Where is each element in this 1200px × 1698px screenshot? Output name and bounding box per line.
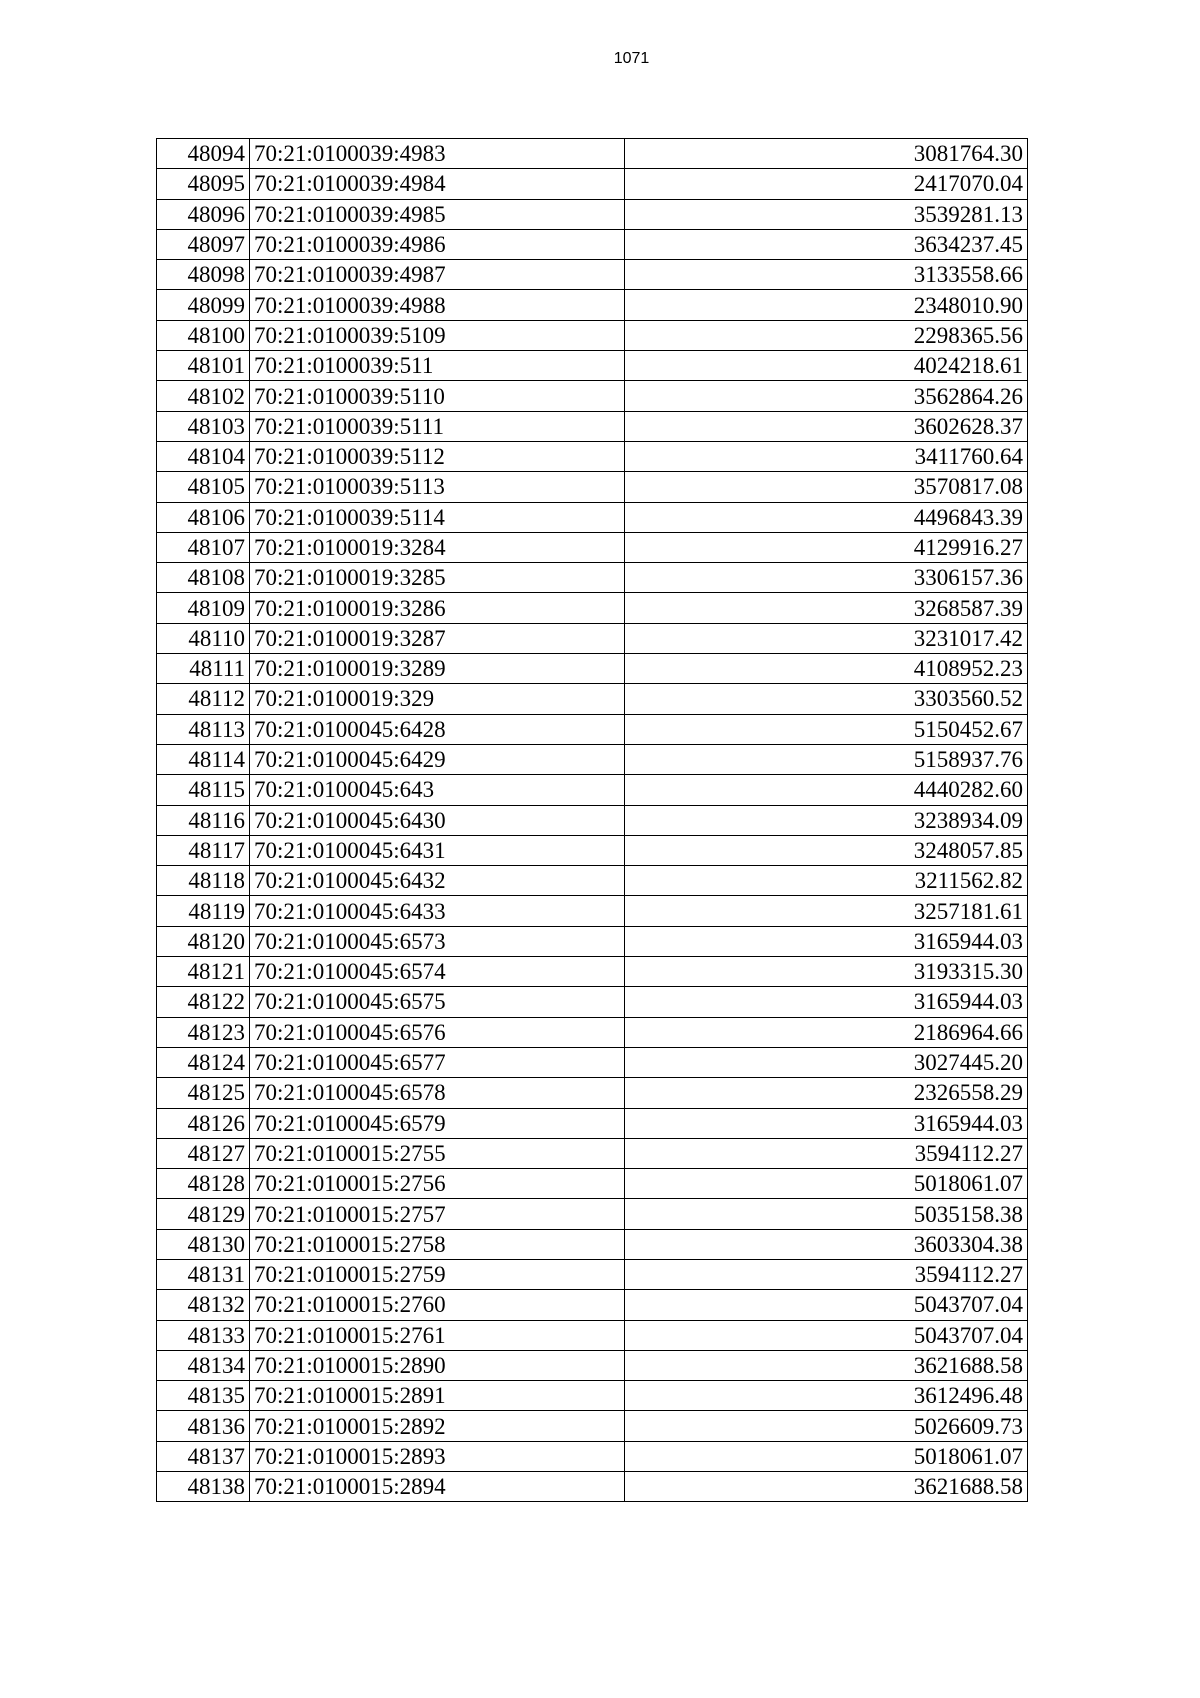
cadastral-number-cell: 70:21:0100015:2894 xyxy=(250,1472,625,1502)
table-row xyxy=(157,199,1028,229)
row-number-cell: 48115 xyxy=(157,775,250,805)
row-number-cell: 48119 xyxy=(157,896,250,926)
row-number-cell: 48111 xyxy=(157,654,250,684)
cadastral-value-cell: 2348010.90 xyxy=(625,290,1028,320)
cadastral-value-cell: 3303560.52 xyxy=(625,684,1028,714)
table-row xyxy=(157,139,1028,169)
page-number: 1071 xyxy=(613,50,650,67)
table-row xyxy=(157,593,1028,623)
row-number-cell: 48097 xyxy=(157,229,250,259)
row-number-cell: 48104 xyxy=(157,441,250,471)
cadastral-value-cell: 2186964.66 xyxy=(625,1017,1028,1047)
cadastral-value-cell: 3562864.26 xyxy=(625,381,1028,411)
table-row xyxy=(157,381,1028,411)
table-row xyxy=(157,502,1028,532)
cadastral-value-cell: 2417070.04 xyxy=(625,169,1028,199)
row-number-cell: 48129 xyxy=(157,1199,250,1229)
cadastral-value-cell: 3612496.48 xyxy=(625,1381,1028,1411)
cadastral-value-cell: 3594112.27 xyxy=(625,1259,1028,1289)
row-number-cell: 48131 xyxy=(157,1259,250,1289)
row-number-cell: 48113 xyxy=(157,714,250,744)
cadastral-number-cell: 70:21:0100039:5114 xyxy=(250,502,625,532)
table-row xyxy=(157,260,1028,290)
row-number-cell: 48099 xyxy=(157,290,250,320)
table-row xyxy=(157,1472,1028,1502)
cadastral-value-cell: 3539281.13 xyxy=(625,199,1028,229)
cadastral-number-cell: 70:21:0100015:2892 xyxy=(250,1411,625,1441)
row-number-cell: 48114 xyxy=(157,744,250,774)
table-row xyxy=(157,1350,1028,1380)
cadastral-value-cell: 3211562.82 xyxy=(625,866,1028,896)
row-number-cell: 48130 xyxy=(157,1229,250,1259)
table-row xyxy=(157,169,1028,199)
cadastral-value-cell: 2298365.56 xyxy=(625,320,1028,350)
cadastral-number-cell: 70:21:0100039:5112 xyxy=(250,441,625,471)
table-row xyxy=(157,532,1028,562)
cadastral-value-cell: 3081764.30 xyxy=(625,139,1028,169)
table-row xyxy=(157,1290,1028,1320)
cadastral-number-cell: 70:21:0100015:2757 xyxy=(250,1199,625,1229)
row-number-cell: 48110 xyxy=(157,623,250,653)
cadastral-number-cell: 70:21:0100045:6430 xyxy=(250,805,625,835)
table-row xyxy=(157,835,1028,865)
cadastral-value-table xyxy=(156,138,1028,1502)
table-row xyxy=(157,229,1028,259)
cadastral-number-cell: 70:21:0100045:6432 xyxy=(250,866,625,896)
cadastral-number-cell: 70:21:0100019:3286 xyxy=(250,593,625,623)
cadastral-value-cell: 3165944.03 xyxy=(625,987,1028,1017)
table-row xyxy=(157,957,1028,987)
cadastral-number-cell: 70:21:0100039:4988 xyxy=(250,290,625,320)
cadastral-number-cell: 70:21:0100019:329 xyxy=(250,684,625,714)
cadastral-value-cell: 3165944.03 xyxy=(625,1108,1028,1138)
row-number-cell: 48124 xyxy=(157,1047,250,1077)
row-number-cell: 48133 xyxy=(157,1320,250,1350)
cadastral-number-cell: 70:21:0100045:6429 xyxy=(250,744,625,774)
cadastral-number-cell: 70:21:0100045:6431 xyxy=(250,835,625,865)
row-number-cell: 48098 xyxy=(157,260,250,290)
cadastral-number-cell: 70:21:0100039:5111 xyxy=(250,411,625,441)
cadastral-value-cell: 3570817.08 xyxy=(625,472,1028,502)
row-number-cell: 48100 xyxy=(157,320,250,350)
table-row xyxy=(157,896,1028,926)
cadastral-value-cell: 3594112.27 xyxy=(625,1138,1028,1168)
table-row xyxy=(157,1259,1028,1289)
cadastral-number-cell: 70:21:0100019:3289 xyxy=(250,654,625,684)
row-number-cell: 48107 xyxy=(157,532,250,562)
cadastral-number-cell: 70:21:0100045:643 xyxy=(250,775,625,805)
cadastral-number-cell: 70:21:0100039:511 xyxy=(250,351,625,381)
cadastral-value-cell: 5035158.38 xyxy=(625,1199,1028,1229)
cadastral-number-cell: 70:21:0100015:2893 xyxy=(250,1441,625,1471)
table-row xyxy=(157,1411,1028,1441)
cadastral-value-cell: 3165944.03 xyxy=(625,926,1028,956)
cadastral-value-cell: 5026609.73 xyxy=(625,1411,1028,1441)
row-number-cell: 48117 xyxy=(157,835,250,865)
table-body xyxy=(157,139,1028,1502)
cadastral-number-cell: 70:21:0100045:6578 xyxy=(250,1078,625,1108)
table-row xyxy=(157,563,1028,593)
cadastral-number-cell: 70:21:0100019:3284 xyxy=(250,532,625,562)
cadastral-value-cell: 3306157.36 xyxy=(625,563,1028,593)
table-row xyxy=(157,1320,1028,1350)
cadastral-number-cell: 70:21:0100045:6428 xyxy=(250,714,625,744)
row-number-cell: 48118 xyxy=(157,866,250,896)
table-row xyxy=(157,1381,1028,1411)
cadastral-value-cell: 3603304.38 xyxy=(625,1229,1028,1259)
table-row xyxy=(157,290,1028,320)
row-number-cell: 48121 xyxy=(157,957,250,987)
cadastral-number-cell: 70:21:0100015:2758 xyxy=(250,1229,625,1259)
table-row xyxy=(157,1169,1028,1199)
table-row xyxy=(157,1441,1028,1471)
row-number-cell: 48136 xyxy=(157,1411,250,1441)
table-row xyxy=(157,654,1028,684)
table-row xyxy=(157,1078,1028,1108)
cadastral-number-cell: 70:21:0100015:2760 xyxy=(250,1290,625,1320)
row-number-cell: 48106 xyxy=(157,502,250,532)
cadastral-value-cell: 3602628.37 xyxy=(625,411,1028,441)
table-row xyxy=(157,775,1028,805)
table-row xyxy=(157,472,1028,502)
row-number-cell: 48095 xyxy=(157,169,250,199)
table-row xyxy=(157,441,1028,471)
row-number-cell: 48112 xyxy=(157,684,250,714)
cadastral-value-cell: 5043707.04 xyxy=(625,1320,1028,1350)
cadastral-value-cell: 3238934.09 xyxy=(625,805,1028,835)
cadastral-number-cell: 70:21:0100045:6579 xyxy=(250,1108,625,1138)
cadastral-number-cell: 70:21:0100015:2891 xyxy=(250,1381,625,1411)
row-number-cell: 48134 xyxy=(157,1350,250,1380)
cadastral-number-cell: 70:21:0100015:2759 xyxy=(250,1259,625,1289)
row-number-cell: 48105 xyxy=(157,472,250,502)
cadastral-value-cell: 3411760.64 xyxy=(625,441,1028,471)
cadastral-value-cell: 5018061.07 xyxy=(625,1169,1028,1199)
row-number-cell: 48128 xyxy=(157,1169,250,1199)
table-row xyxy=(157,351,1028,381)
table-row xyxy=(157,1229,1028,1259)
row-number-cell: 48116 xyxy=(157,805,250,835)
row-number-cell: 48126 xyxy=(157,1108,250,1138)
cadastral-value-cell: 4024218.61 xyxy=(625,351,1028,381)
row-number-cell: 48108 xyxy=(157,563,250,593)
cadastral-value-cell: 3621688.58 xyxy=(625,1472,1028,1502)
cadastral-number-cell: 70:21:0100039:5113 xyxy=(250,472,625,502)
cadastral-number-cell: 70:21:0100039:4983 xyxy=(250,139,625,169)
table-row xyxy=(157,714,1028,744)
row-number-cell: 48096 xyxy=(157,199,250,229)
cadastral-number-cell: 70:21:0100019:3285 xyxy=(250,563,625,593)
row-number-cell: 48132 xyxy=(157,1290,250,1320)
row-number-cell: 48135 xyxy=(157,1381,250,1411)
table-row xyxy=(157,1199,1028,1229)
cadastral-value-cell: 5043707.04 xyxy=(625,1290,1028,1320)
cadastral-number-cell: 70:21:0100045:6433 xyxy=(250,896,625,926)
table-row xyxy=(157,866,1028,896)
row-number-cell: 48137 xyxy=(157,1441,250,1471)
cadastral-number-cell: 70:21:0100045:6577 xyxy=(250,1047,625,1077)
row-number-cell: 48094 xyxy=(157,139,250,169)
cadastral-value-cell: 2326558.29 xyxy=(625,1078,1028,1108)
cadastral-number-cell: 70:21:0100039:5110 xyxy=(250,381,625,411)
cadastral-value-cell: 3257181.61 xyxy=(625,896,1028,926)
table-row xyxy=(157,1047,1028,1077)
row-number-cell: 48103 xyxy=(157,411,250,441)
table-row xyxy=(157,805,1028,835)
row-number-cell: 48125 xyxy=(157,1078,250,1108)
cadastral-value-cell: 3268587.39 xyxy=(625,593,1028,623)
cadastral-value-cell: 3133558.66 xyxy=(625,260,1028,290)
cadastral-value-cell: 5158937.76 xyxy=(625,744,1028,774)
cadastral-number-cell: 70:21:0100015:2755 xyxy=(250,1138,625,1168)
cadastral-value-cell: 3027445.20 xyxy=(625,1047,1028,1077)
table-row xyxy=(157,744,1028,774)
cadastral-number-cell: 70:21:0100039:4985 xyxy=(250,199,625,229)
cadastral-value-cell: 4440282.60 xyxy=(625,775,1028,805)
row-number-cell: 48138 xyxy=(157,1472,250,1502)
row-number-cell: 48120 xyxy=(157,926,250,956)
cadastral-number-cell: 70:21:0100019:3287 xyxy=(250,623,625,653)
cadastral-number-cell: 70:21:0100015:2890 xyxy=(250,1350,625,1380)
row-number-cell: 48102 xyxy=(157,381,250,411)
cadastral-value-cell: 5150452.67 xyxy=(625,714,1028,744)
cadastral-number-cell: 70:21:0100045:6574 xyxy=(250,957,625,987)
table-row xyxy=(157,1017,1028,1047)
cadastral-number-cell: 70:21:0100039:4984 xyxy=(250,169,625,199)
cadastral-value-cell: 3248057.85 xyxy=(625,835,1028,865)
cadastral-value-cell: 3621688.58 xyxy=(625,1350,1028,1380)
cadastral-value-cell: 4496843.39 xyxy=(625,502,1028,532)
cadastral-value-cell: 3231017.42 xyxy=(625,623,1028,653)
table-row xyxy=(157,411,1028,441)
cadastral-number-cell: 70:21:0100045:6575 xyxy=(250,987,625,1017)
cadastral-number-cell: 70:21:0100015:2761 xyxy=(250,1320,625,1350)
cadastral-number-cell: 70:21:0100045:6573 xyxy=(250,926,625,956)
cadastral-value-cell: 4129916.27 xyxy=(625,532,1028,562)
cadastral-value-cell: 5018061.07 xyxy=(625,1441,1028,1471)
row-number-cell: 48122 xyxy=(157,987,250,1017)
row-number-cell: 48109 xyxy=(157,593,250,623)
table-row xyxy=(157,684,1028,714)
cadastral-number-cell: 70:21:0100039:5109 xyxy=(250,320,625,350)
row-number-cell: 48127 xyxy=(157,1138,250,1168)
table-row xyxy=(157,623,1028,653)
table-row xyxy=(157,926,1028,956)
cadastral-number-cell: 70:21:0100045:6576 xyxy=(250,1017,625,1047)
table-row xyxy=(157,987,1028,1017)
table-row xyxy=(157,1138,1028,1168)
cadastral-value-cell: 4108952.23 xyxy=(625,654,1028,684)
cadastral-number-cell: 70:21:0100039:4987 xyxy=(250,260,625,290)
row-number-cell: 48123 xyxy=(157,1017,250,1047)
cadastral-number-cell: 70:21:0100015:2756 xyxy=(250,1169,625,1199)
table-row xyxy=(157,1108,1028,1138)
cadastral-value-cell: 3193315.30 xyxy=(625,957,1028,987)
row-number-cell: 48101 xyxy=(157,351,250,381)
cadastral-value-cell: 3634237.45 xyxy=(625,229,1028,259)
cadastral-number-cell: 70:21:0100039:4986 xyxy=(250,229,625,259)
table-row xyxy=(157,320,1028,350)
